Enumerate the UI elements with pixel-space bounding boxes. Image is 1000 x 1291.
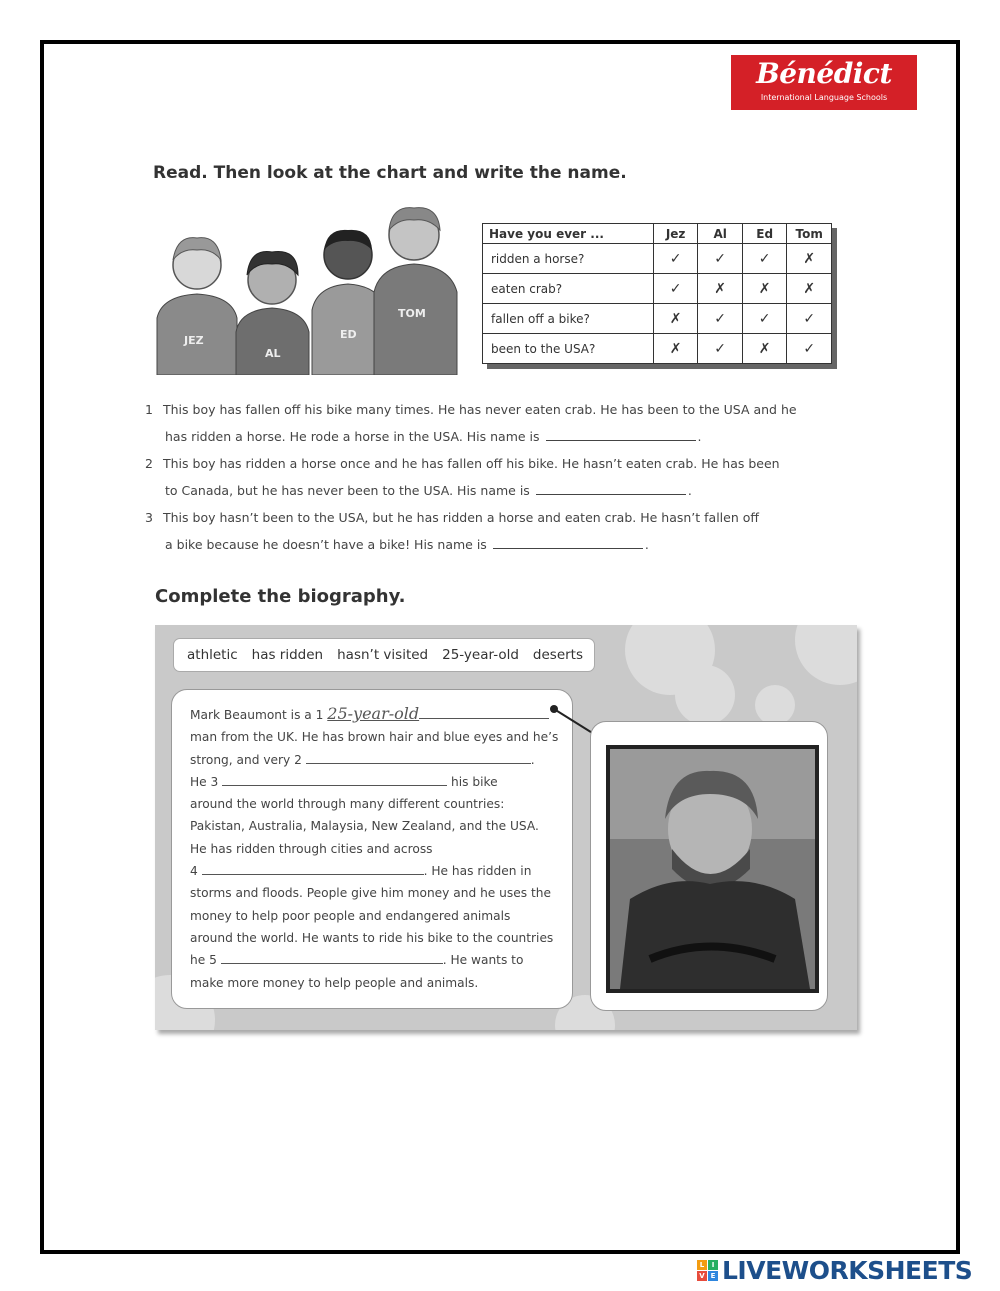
question-3-line1 bbox=[145, 510, 759, 525]
bio-text: . He has ridden in bbox=[423, 864, 532, 879]
chart-header-tom: Tom bbox=[787, 224, 832, 244]
word-bank-item: hasn’t visited bbox=[337, 647, 429, 663]
chart-row-question: eaten crab? bbox=[483, 274, 654, 304]
question-text: This boy has ridden a horse once and he has fallen off his bike. He hasn’t eaten crab. He has been bbox=[163, 456, 780, 471]
bio-line: Pakistan, Australia, Malaysia, New Zealand, and the USA. bbox=[190, 819, 539, 834]
bio-line bbox=[190, 771, 562, 793]
liveworksheets-logo bbox=[697, 1255, 972, 1285]
question-number: 2 bbox=[145, 456, 153, 471]
bio-line bbox=[190, 860, 562, 882]
chart-row bbox=[483, 334, 832, 364]
tile: E bbox=[708, 1271, 718, 1281]
chart-header-al: Al bbox=[698, 224, 743, 244]
bio-line: money to help poor people and endangered animals bbox=[190, 908, 511, 923]
bio-line: around the world through many different countries: bbox=[190, 797, 505, 812]
section1-heading: Read. Then look at the chart and write the name. bbox=[153, 163, 627, 183]
answer-blank-2[interactable] bbox=[536, 484, 686, 495]
mark-beaumont-photo bbox=[606, 745, 819, 993]
example-underline bbox=[419, 706, 549, 719]
bio-text: . He wants to bbox=[442, 953, 524, 968]
biography-panel bbox=[155, 625, 857, 1030]
question-text: This boy hasn’t been to the USA, but he has ridden a horse and eaten crab. He hasn’t fallen off bbox=[163, 510, 760, 525]
boy-label-jez: JEZ bbox=[184, 334, 204, 347]
question-1-line1 bbox=[145, 402, 797, 417]
experience-chart bbox=[482, 223, 832, 364]
chart-header-question: Have you ever ... bbox=[483, 224, 654, 244]
liveworksheets-tiles bbox=[697, 1260, 718, 1281]
question-text: a bike because he doesn’t have a bike! His name is bbox=[165, 537, 487, 552]
decor-circle bbox=[795, 625, 857, 685]
question-number: 3 bbox=[145, 510, 153, 525]
question-period: . bbox=[687, 483, 692, 498]
chart-mark: ✓ bbox=[698, 334, 743, 364]
boy-tom bbox=[374, 208, 457, 375]
bio-line bbox=[190, 749, 562, 771]
bio-line bbox=[190, 703, 562, 726]
section2-heading: Complete the biography. bbox=[155, 586, 406, 607]
question-text: to Canada, but he has never been to the USA. His name is bbox=[165, 483, 530, 498]
chart-mark: ✗ bbox=[653, 304, 698, 334]
tile: L bbox=[697, 1260, 707, 1270]
bio-text: 4 bbox=[190, 864, 198, 879]
answer-blank-3[interactable] bbox=[493, 538, 643, 549]
chart-mark: ✓ bbox=[653, 244, 698, 274]
question-text: has ridden a horse. He rode a horse in the USA. His name is bbox=[165, 429, 540, 444]
chart-mark: ✓ bbox=[787, 334, 832, 364]
chart-mark: ✗ bbox=[787, 244, 832, 274]
chart-row bbox=[483, 304, 832, 334]
answer-example: 25-year-old bbox=[327, 704, 420, 723]
logo-subtitle: International Language Schools bbox=[760, 93, 888, 102]
word-bank-item: deserts bbox=[532, 647, 583, 663]
chart-mark: ✓ bbox=[742, 244, 787, 274]
bio-text: . bbox=[530, 752, 535, 767]
benedict-logo bbox=[731, 55, 917, 110]
chart-mark: ✗ bbox=[742, 334, 787, 364]
bio-line: around the world. He wants to ride his bike to the countries bbox=[190, 930, 554, 945]
photo-image bbox=[610, 749, 815, 989]
tile: V bbox=[697, 1271, 707, 1281]
chart-mark: ✓ bbox=[698, 244, 743, 274]
question-period: . bbox=[697, 429, 702, 444]
chart-mark: ✓ bbox=[698, 304, 743, 334]
chart-row bbox=[483, 244, 832, 274]
chart-header-ed: Ed bbox=[742, 224, 787, 244]
logo-brand: Bénédict bbox=[756, 57, 892, 90]
answer-blank-1[interactable] bbox=[546, 430, 696, 441]
boy-label-al: AL bbox=[265, 347, 281, 360]
question-2-line1 bbox=[145, 456, 780, 471]
chart-row bbox=[483, 274, 832, 304]
chart-mark: ✗ bbox=[787, 274, 832, 304]
word-bank-item: 25-year-old bbox=[442, 647, 519, 663]
chart-header-jez: Jez bbox=[653, 224, 698, 244]
tile: I bbox=[708, 1260, 718, 1270]
bio-blank-3[interactable] bbox=[222, 773, 447, 786]
bio-line: man from the UK. He has brown hair and blue eyes and he’s bbox=[190, 730, 559, 745]
photo-card bbox=[590, 721, 828, 1011]
decor-circle bbox=[675, 665, 735, 725]
bio-blank-5[interactable] bbox=[221, 951, 443, 964]
bio-blank-2[interactable] bbox=[306, 751, 531, 764]
question-1-line2 bbox=[165, 429, 702, 444]
chart-mark: ✓ bbox=[653, 274, 698, 304]
chart-row-question: fallen off a bike? bbox=[483, 304, 654, 334]
bio-text: he 5 bbox=[190, 953, 217, 968]
word-bank bbox=[173, 638, 595, 672]
bio-text: his bike bbox=[451, 774, 498, 789]
bio-line bbox=[190, 949, 562, 971]
question-3-line2 bbox=[165, 537, 649, 552]
boys-illustration bbox=[152, 200, 462, 375]
bio-blank-4[interactable] bbox=[202, 862, 424, 875]
question-number: 1 bbox=[145, 402, 153, 417]
chart-mark: ✓ bbox=[742, 304, 787, 334]
chart-row-question: ridden a horse? bbox=[483, 244, 654, 274]
boy-al bbox=[236, 251, 309, 375]
question-text: This boy has fallen off his bike many times. He has never eaten crab. He has been to the USA and he bbox=[163, 402, 797, 417]
word-bank-item: athletic bbox=[187, 647, 238, 663]
decor-circle bbox=[755, 685, 795, 725]
chart-mark: ✗ bbox=[653, 334, 698, 364]
question-2-line2 bbox=[165, 483, 692, 498]
chart-header-row bbox=[483, 224, 832, 244]
chart-mark: ✓ bbox=[787, 304, 832, 334]
chart-row-question: been to the USA? bbox=[483, 334, 654, 364]
question-period: . bbox=[644, 537, 649, 552]
boy-jez bbox=[157, 238, 237, 375]
word-bank-item: has ridden bbox=[251, 647, 324, 663]
bio-line: storms and floods. People give him money and he uses the bbox=[190, 886, 551, 901]
chart-mark: ✗ bbox=[698, 274, 743, 304]
chart-mark: ✗ bbox=[742, 274, 787, 304]
biography-text bbox=[171, 689, 573, 1009]
bio-text: He 3 bbox=[190, 774, 219, 789]
boy-label-tom: TOM bbox=[398, 307, 426, 320]
bio-text: Mark Beaumont is a 1 bbox=[190, 708, 324, 722]
liveworksheets-brand: LIVEWORKSHEETS bbox=[722, 1255, 973, 1285]
bio-line: make more money to help people and animals. bbox=[190, 975, 479, 990]
bio-line: He has ridden through cities and across bbox=[190, 841, 433, 856]
boy-label-ed: ED bbox=[340, 328, 357, 341]
bio-text: strong, and very 2 bbox=[190, 752, 302, 767]
